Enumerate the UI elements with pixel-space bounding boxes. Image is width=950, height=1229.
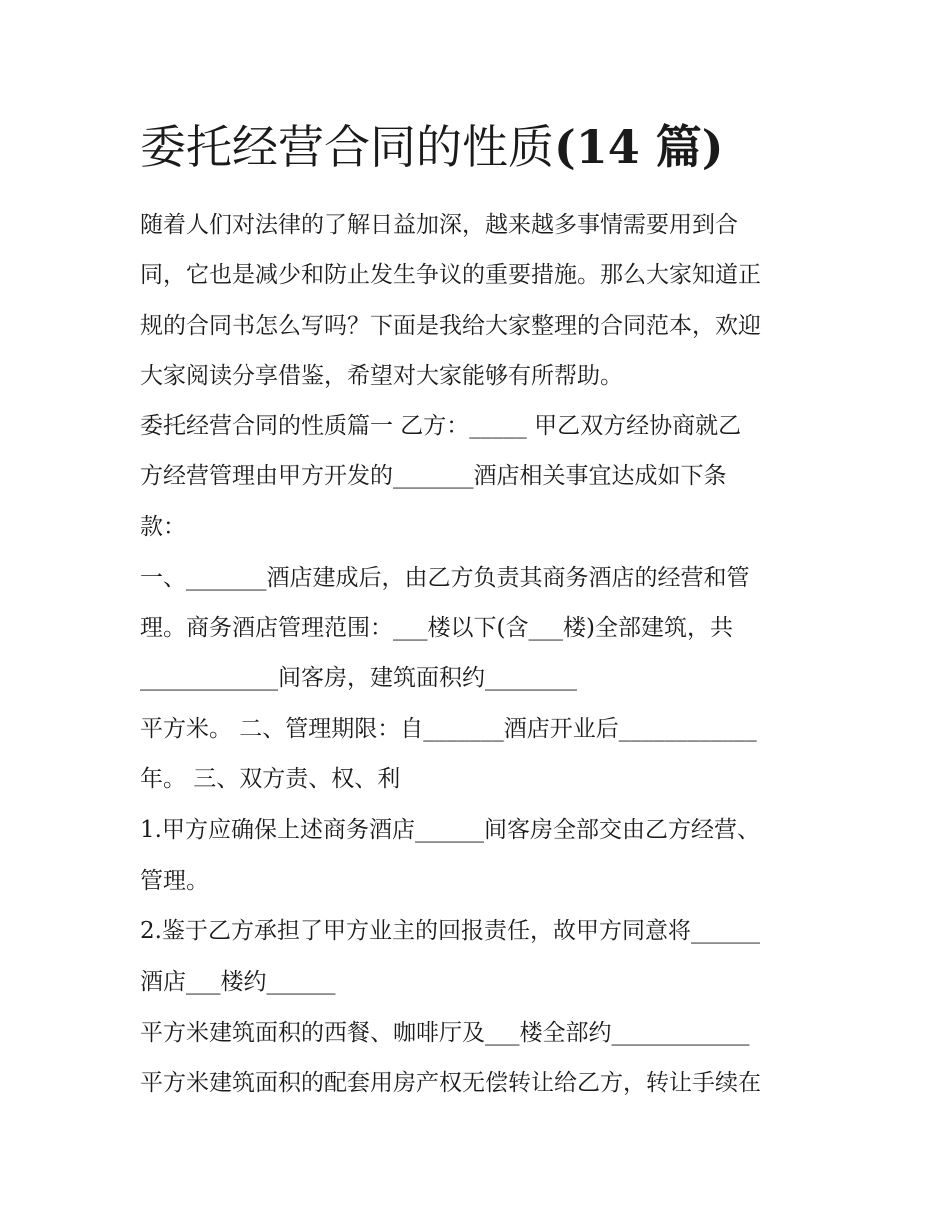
- paragraph-line: 随着人们对法律的了解日益加深，越来越多事情需要用到合: [140, 212, 738, 238]
- paragraph-line: 方经营管理由甲方开发的_______酒店相关事宜达成如下条: [140, 463, 727, 489]
- paragraph-line: 2.鉴于乙方承担了甲方业主的回报责任，故甲方同意将______: [140, 918, 760, 944]
- paragraph-line: 平方米。 二、管理期限：自_______酒店开业后____________: [140, 716, 757, 742]
- paragraph-line: 平方米建筑面积的西餐、咖啡厅及___楼全部约____________: [140, 1020, 750, 1046]
- paragraph-line: 委托经营合同的性质篇一 乙方：_____ 甲乙双方经协商就乙: [140, 413, 742, 439]
- paragraph-line: 大家阅读分享借鉴，希望对大家能够有所帮助。: [140, 363, 623, 389]
- paragraph-line: 年。 三、双方责、权、利: [140, 766, 401, 792]
- paragraph-line: 同，它也是减少和防止发生争议的重要措施。那么大家知道正: [140, 262, 761, 288]
- paragraph-line: ____________间客房，建筑面积约________: [140, 665, 577, 691]
- paragraph-line: 平方米建筑面积的配套用房产权无偿转让给乙方，转让手续在: [140, 1070, 761, 1096]
- title-main: 委托经营合同的性质: [140, 120, 554, 174]
- paragraph-line: 1.甲方应确保上述商务酒店______间客房全部交由乙方经营、: [140, 817, 760, 843]
- paragraph-line: 款：: [140, 514, 186, 540]
- paragraph-line: 规的合同书怎么写吗？下面是我给大家整理的合同范本，欢迎: [140, 313, 761, 339]
- paragraph-line: 管理。: [140, 868, 209, 894]
- page-title: [140, 116, 840, 178]
- title-count: (14 篇): [554, 120, 724, 174]
- paragraph-line: 理。商务酒店管理范围：___楼以下(含___楼)全部建筑，共: [140, 615, 733, 641]
- paragraph-line: 一、_______酒店建成后，由乙方负责其商务酒店的经营和管: [140, 565, 750, 591]
- paragraph-line: 酒店___楼约______: [140, 969, 336, 995]
